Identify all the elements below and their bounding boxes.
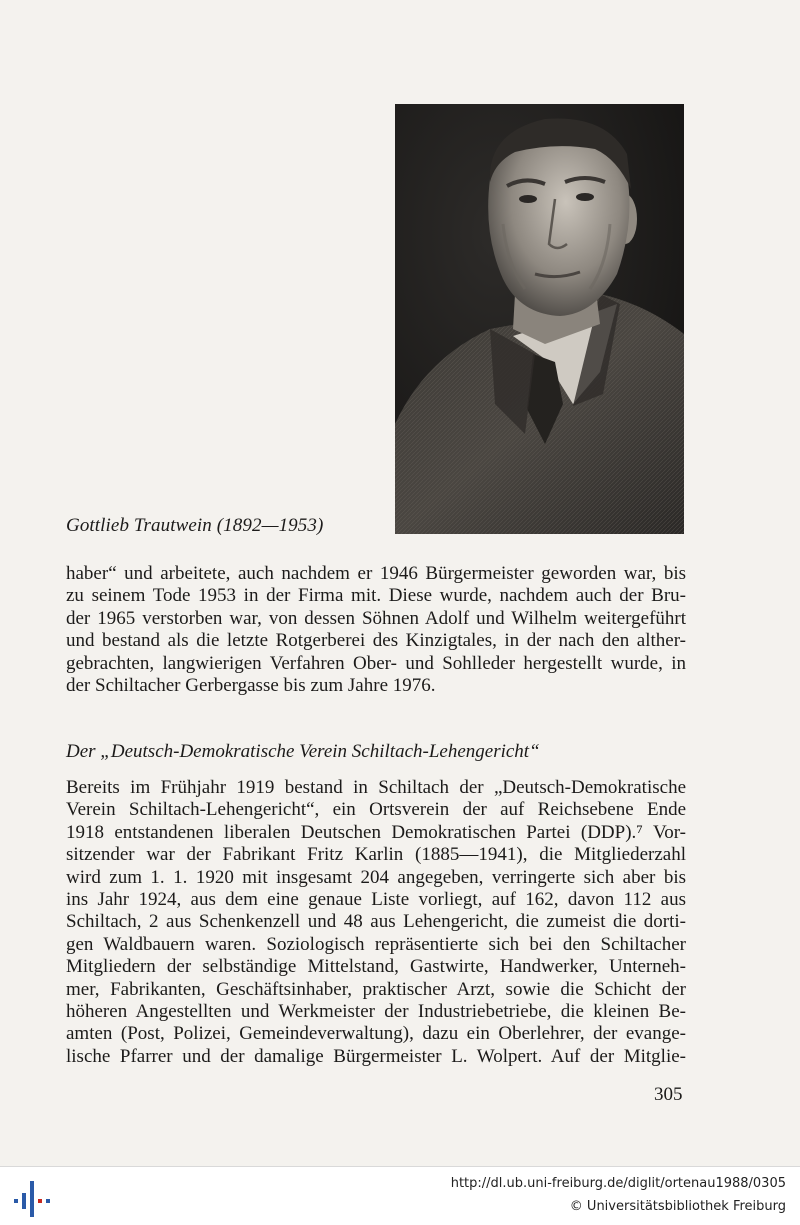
- text-line: Verein Schiltach-Lehengericht“, ein Ortsverein der auf Reichsebene Ende: [66, 799, 686, 821]
- text-line: haber“ und arbeitete, auch nachdem er 1946 Bürgermeister geworden war, bis: [66, 563, 686, 584]
- text-line: gebrachten, langwierigen Verfahren Ober- und Sohlleder hergestellt wurde, in: [66, 652, 686, 674]
- portrait-photo: [395, 104, 684, 534]
- portrait-image-icon: [395, 104, 684, 534]
- page-number: 305: [654, 1084, 683, 1105]
- text-line: gen Waldbauern waren. Soziologisch repräsentierte sich bei den Schiltacher: [66, 933, 686, 955]
- text-line: der Schiltacher Gerbergasse bis zum Jahre 1976.: [66, 675, 436, 697]
- text-line: Bereits im Frühjahr 1919 bestand in Schiltach der „Deutsch-Demokratische: [66, 777, 686, 798]
- footer-url-link[interactable]: http://dl.ub.uni-freiburg.de/diglit/ortenau1988/0305: [450, 1176, 786, 1191]
- text-line: lische Pfarrer und der damalige Bürgermeister L. Wolpert. Auf der Mitglie-: [66, 1045, 686, 1067]
- text-line: und bestand als die letzte Rotgerberei des Kinzigtales, in der nach den alther-: [66, 630, 686, 652]
- text-line: Schiltach, 2 aus Schenkenzell und 48 aus Lehengericht, die zumeist die dorti-: [66, 911, 686, 933]
- ub-freiburg-logo-icon: [10, 1179, 52, 1219]
- body-paragraph-2: [66, 777, 686, 1068]
- text-line: mer, Fabrikanten, Geschäftsinhaber, praktischer Arzt, sowie die Schicht der: [66, 978, 686, 1000]
- text-line: zu seinem Tode 1953 in der Firma mit. Diese wurde, nachdem auch der Bru-: [66, 585, 686, 607]
- text-line: der 1965 verstorben war, von dessen Söhnen Adolf und Wilhelm weitergeführt: [66, 607, 686, 629]
- body-paragraph-1: [66, 563, 686, 697]
- section-heading: Der „Deutsch-Demokratische Verein Schiltach-Lehengericht“: [66, 741, 540, 762]
- text-line: Mitgliedern der selbständige Mittelstand, Gastwirte, Handwerker, Unterneh-: [66, 956, 686, 978]
- text-line: höheren Angestellten und Werkmeister der Industriebetriebe, die kleinen Be-: [66, 1001, 686, 1023]
- photo-caption: Gottlieb Trautwein (1892—1953): [66, 515, 324, 536]
- footer-copyright: © Universitätsbibliothek Freiburg: [569, 1199, 786, 1214]
- text-line: sitzender war der Fabrikant Fritz Karlin (1885—1941), die Mitgliederzahl: [66, 844, 686, 866]
- footer-bar: [0, 1166, 800, 1225]
- text-line: amten (Post, Polizei, Gemeindeverwaltung), dazu ein Oberlehrer, der evange-: [66, 1023, 686, 1045]
- text-line: 1918 entstandenen liberalen Deutschen Demokratischen Partei (DDP).⁷ Vor-: [66, 821, 686, 843]
- text-line: ins Jahr 1924, aus dem eine genaue Liste vorliegt, auf 162, davon 112 aus: [66, 889, 686, 911]
- text-line: wird zum 1. 1. 1920 mit insgesamt 204 angegeben, verringerte sich aber bis: [66, 866, 686, 888]
